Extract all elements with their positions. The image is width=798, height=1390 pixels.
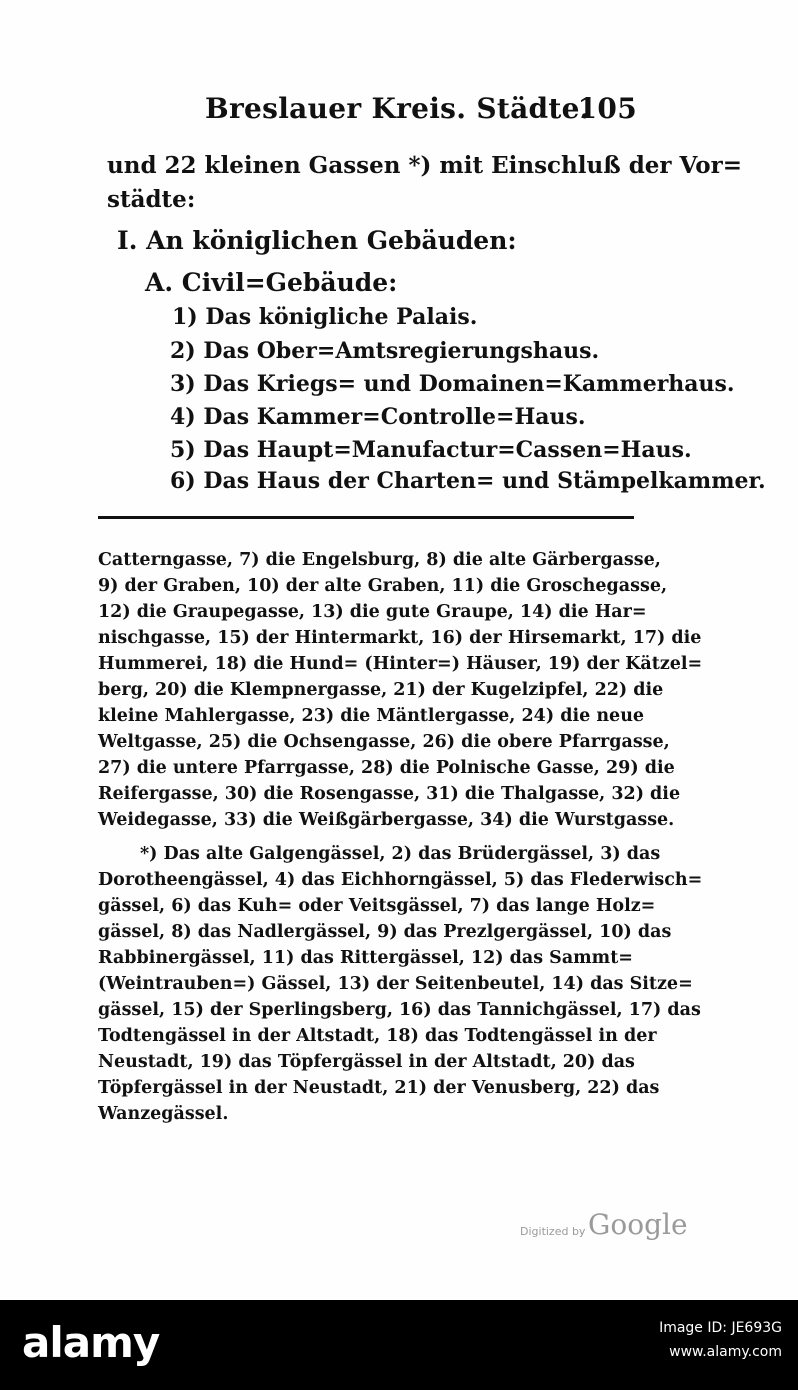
footnote-line: Töpfergässel in der Neustadt, 21) der Venusberg, 22) das bbox=[98, 1078, 660, 1098]
footnote-line: (Weintrauben=) Gässel, 13) der Seitenbeutel, 14) das Sitze= bbox=[98, 974, 693, 994]
subsection-heading: A. Civil=Gebäude: bbox=[145, 268, 398, 297]
page-number: 105 bbox=[577, 92, 637, 125]
running-header bbox=[205, 92, 645, 132]
footnote-line: Neustadt, 19) das Töpfergässel in der Altstadt, 20) das bbox=[98, 1052, 635, 1072]
footnote-line: gässel, 6) das Kuh= oder Veitsgässel, 7) das lange Holz= bbox=[98, 896, 656, 916]
footnote-line: 9) der Graben, 10) der alte Graben, 11) die Groschegasse, bbox=[98, 576, 668, 596]
site-url-text: www.alamy.com bbox=[669, 1344, 782, 1360]
footnote-line: kleine Mahlergasse, 23) die Mäntlergasse, 24) die neue bbox=[98, 706, 645, 726]
footnote-line: Hummerei, 18) die Hund= (Hinter=) Häuser, 19) der Kätzel= bbox=[98, 654, 703, 674]
footnote-line: Wanzegässel. bbox=[98, 1104, 229, 1124]
intro-line: und 22 kleinen Gassen *) mit Einschluß der Vor= bbox=[107, 152, 743, 179]
list-item: 6) Das Haus der Charten= und Stämpelkammer. bbox=[170, 468, 766, 494]
footnote-line: berg, 20) die Klempnergasse, 21) der Kugelzipfel, 22) die bbox=[98, 680, 664, 700]
footer-meta bbox=[659, 1316, 782, 1364]
list-item: 3) Das Kriegs= und Domainen=Kammerhaus. bbox=[170, 371, 735, 397]
footnote-line: Weidegasse, 33) die Weißgärbergasse, 34) die Wurstgasse. bbox=[98, 810, 675, 830]
footnote-line: Reifergasse, 30) die Rosengasse, 31) die Thalgasse, 32) die bbox=[98, 784, 681, 804]
footnote-line: *) Das alte Galgengässel, 2) das Brüdergässel, 3) das bbox=[140, 844, 661, 864]
footnote-line: 12) die Graupegasse, 13) die gute Graupe, 14) die Har= bbox=[98, 602, 647, 622]
footnote-line: Dorotheengässel, 4) das Eichhorngässel, 5) das Flederwisch= bbox=[98, 870, 703, 890]
list-item: 5) Das Haupt=Manufactur=Cassen=Haus. bbox=[170, 437, 692, 463]
footnote-line: Weltgasse, 25) die Ochsengasse, 26) die obere Pfarrgasse, bbox=[98, 732, 670, 752]
list-item: 2) Das Ober=Amtsregierungshaus. bbox=[170, 338, 600, 364]
footnote-line: gässel, 15) der Sperlingsberg, 16) das Tannichgässel, 17) das bbox=[98, 1000, 701, 1020]
image-id-text: Image ID: JE693G bbox=[659, 1320, 782, 1336]
stock-footer-bar bbox=[0, 1300, 798, 1390]
footnote-line: 27) die untere Pfarrgasse, 28) die Polnische Gasse, 29) die bbox=[98, 758, 675, 778]
footnote-divider bbox=[98, 516, 634, 519]
section-heading: I. An königlichen Gebäuden: bbox=[117, 226, 517, 255]
list-item: 1) Das königliche Palais. bbox=[172, 304, 478, 330]
footnote-line: Todtengässel in der Altstadt, 18) das Todtengässel in der bbox=[98, 1026, 657, 1046]
digitized-by-text: Digitized by bbox=[520, 1225, 586, 1238]
header-title: Breslauer Kreis. Städte. bbox=[205, 92, 590, 125]
footnote-line: gässel, 8) das Nadlergässel, 9) das Prezlgergässel, 10) das bbox=[98, 922, 672, 942]
intro-line: städte: bbox=[107, 186, 196, 213]
alamy-logo: alamy bbox=[22, 1318, 160, 1367]
footnote-line: nischgasse, 15) der Hintermarkt, 16) der Hirsemarkt, 17) die bbox=[98, 628, 702, 648]
list-item: 4) Das Kammer=Controlle=Haus. bbox=[170, 404, 586, 430]
footnote-line: Rabbinergässel, 11) das Rittergässel, 12) das Sammt= bbox=[98, 948, 633, 968]
footnote-line: Catterngasse, 7) die Engelsburg, 8) die alte Gärbergasse, bbox=[98, 550, 661, 570]
google-logo: Google bbox=[588, 1208, 688, 1241]
